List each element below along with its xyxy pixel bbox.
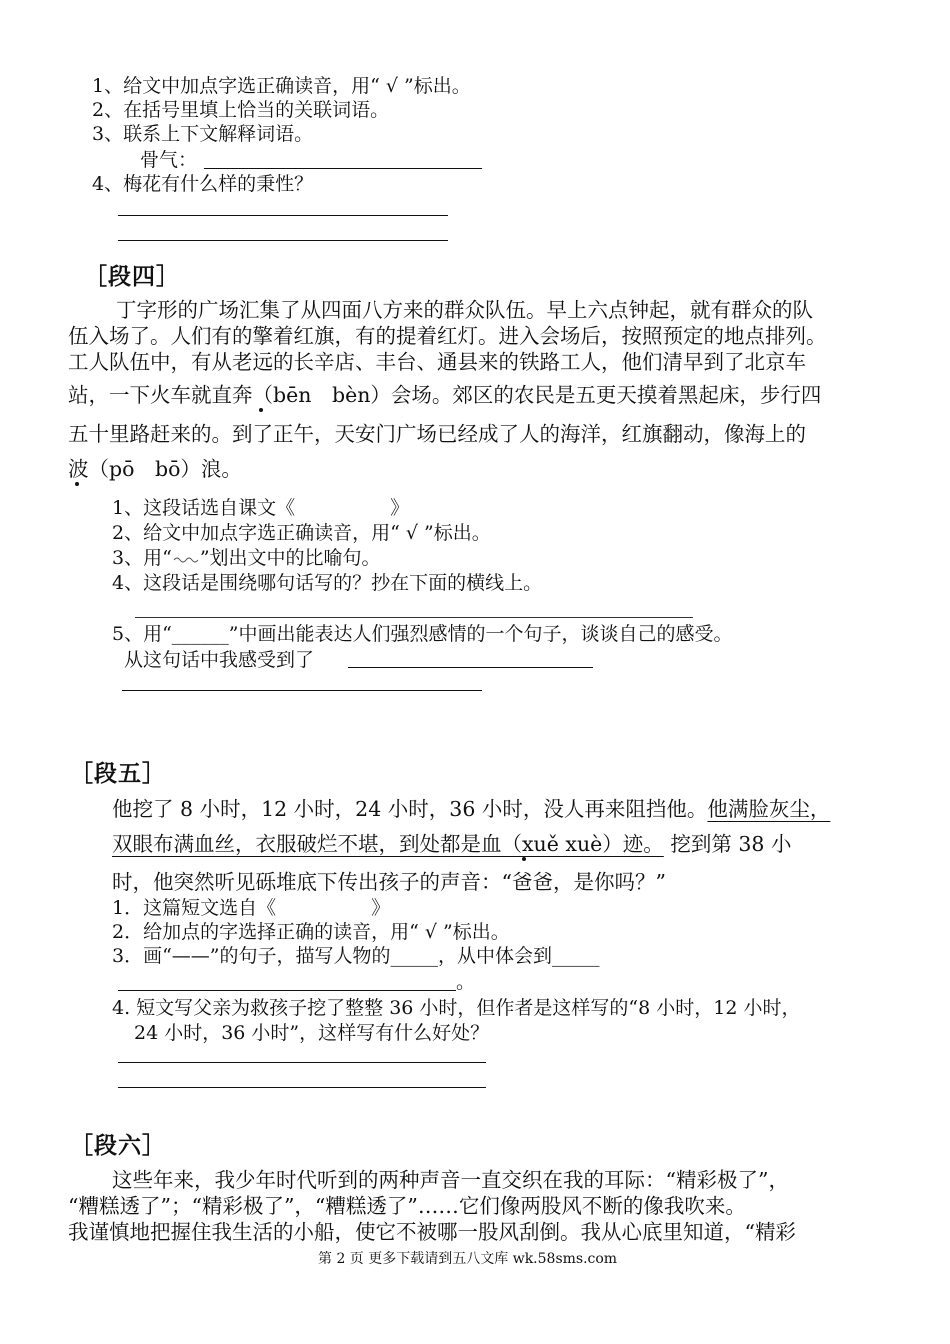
emphasis-dot — [75, 482, 79, 486]
answer-line[interactable] — [118, 240, 448, 241]
passage-line: 站，一下火车就直奔（bēn bèn）会场。郊区的农民是五更天摸着黑起床，步行四 — [68, 383, 822, 407]
question-3: 3、联系上下文解释词语。 — [92, 123, 314, 145]
emphasis-dot — [259, 408, 263, 412]
passage-line: 工人队伍中，有从老远的长辛店、丰台、通县来的铁路工人，他们清早到了北京车 — [68, 350, 806, 374]
answer-line[interactable] — [118, 990, 456, 991]
question-3: 3．画“——”的句子，描写人物的_____，从中体会到_____ — [112, 945, 600, 967]
question-3-prefix: 3、用“ — [112, 547, 172, 569]
question-2: 2、在括号里填上恰当的关联词语。 — [92, 99, 390, 121]
question-3-end: 。 — [456, 971, 476, 993]
question-4: 4、这段话是围绕哪句话写的？抄在下面的横线上。 — [112, 572, 543, 594]
question-2: 2、给文中加点字选正确读音，用“ √ ”标出。 — [112, 522, 491, 544]
question-4: 4. 短文写父亲为救孩子挖了整整 36 小时，但作者是这样写的“8 小时，12 小时， — [112, 997, 801, 1019]
underlined-sentence: 他满脸灰尘， — [707, 797, 831, 821]
answer-line[interactable] — [118, 215, 448, 216]
question-1: 1、这段话选自课文《 》 — [112, 497, 410, 519]
passage-line: 这些年来，我少年时代听到的两种声音一直交织在我的耳际：“精彩极了”， — [112, 1168, 789, 1192]
underlined-sentence: 双眼布满血丝，衣服破烂不堪，到处都是血（xuě xuè）迹。 — [112, 832, 664, 856]
question-3-suffix: ”划出文中的比喻句。 — [199, 547, 381, 569]
passage-line: “糟糕透了”；“精彩极了”，“糟糕透了”……它们像两股风不断的像我吹来。 — [68, 1194, 746, 1218]
passage-line — [112, 795, 830, 823]
question-2: 2．给加点的字选择正确的读音，用“ √ ”标出。 — [112, 921, 510, 943]
answer-line[interactable] — [204, 168, 482, 169]
passage-line — [112, 830, 791, 858]
answer-line[interactable] — [118, 1062, 486, 1063]
question-3 — [112, 546, 381, 570]
passage-line: 波（pō bō）浪。 — [68, 457, 242, 481]
question-4-cont: 24 小时，36 小时”，这样写有什么好处？ — [134, 1022, 490, 1044]
question-5-answer: 从这句话中我感受到了 — [124, 649, 315, 671]
passage-text: 他挖了 8 小时，12 小时，24 小时，36 小时，没人再来阻挡他。 — [112, 797, 708, 821]
question-3-word: 骨气： — [140, 149, 198, 171]
page-footer: 第 2 页 更多下载请到五八文库 wk.58sms.com — [318, 1251, 618, 1267]
answer-line[interactable] — [118, 1087, 486, 1088]
wavy-underline-icon — [172, 554, 200, 564]
passage-line: 丁字形的广场汇集了从四面八方来的群众队伍。早上六点钟起，就有群众的队 — [116, 298, 813, 322]
section-heading: ［段六］ — [70, 1132, 166, 1159]
emphasis-dot — [522, 857, 526, 861]
passage-line: 五十里路赶来的。到了正午，天安门广场已经成了人的海洋，红旗翻动，像海上的 — [68, 422, 806, 446]
passage-line: 时，他突然听见砾堆底下传出孩子的声音：“爸爸，是你吗？” — [112, 870, 666, 894]
passage-text: 挖到第 38 小 — [663, 832, 792, 856]
passage-line: 伍入场了。人们有的擎着红旗，有的提着红灯。进入会场后，按照预定的地点排列。 — [68, 324, 827, 348]
passage-line: 我谨慎地把握住我生活的小船，使它不被哪一股风刮倒。我从心底里知道，“精彩 — [68, 1220, 796, 1244]
question-4: 4、梅花有什么样的秉性？ — [92, 173, 314, 195]
answer-line[interactable] — [135, 617, 693, 618]
question-5: 5、用“______”中画出能表达人们强烈感情的一个句子，谈谈自己的感受。 — [112, 623, 733, 645]
section-heading: ［段五］ — [70, 760, 166, 787]
question-1: 1、给文中加点字选正确读音，用“ √ ”标出。 — [92, 75, 471, 97]
section-heading: ［段四］ — [84, 263, 180, 290]
question-1: 1．这篇短文选自《 》 — [112, 897, 391, 919]
answer-line[interactable] — [348, 667, 593, 668]
answer-line[interactable] — [122, 690, 482, 691]
